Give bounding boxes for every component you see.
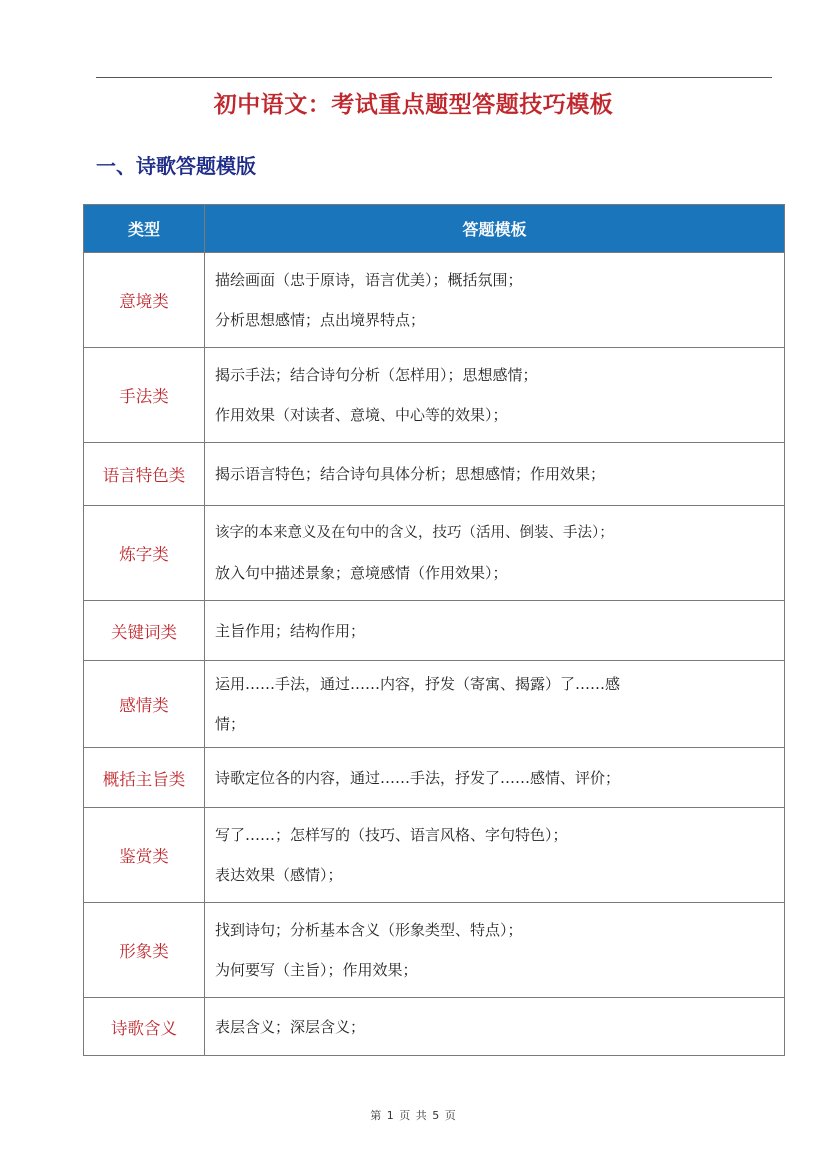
document-title: 初中语文：考试重点题型答题技巧模板 — [213, 91, 614, 118]
template-line: 诗歌定位各的内容，通过……手法，抒发了……感情、评价； — [215, 768, 621, 787]
template-line: 作用效果（对读者、意境、中心等的效果）； — [215, 406, 508, 424]
page-footer: 第 1 页 共 5 页 — [370, 1109, 457, 1122]
table-row — [84, 661, 785, 748]
row-type: 关键词类 — [84, 601, 205, 661]
row-template — [205, 253, 785, 348]
template-line: 该字的本来意义及在句中的含义，技巧（活用、倒装、手法）； — [215, 525, 614, 541]
template-line: 描绘画面（忠于原诗，语言优美）；概括氛围； — [215, 271, 523, 289]
table-row — [84, 506, 785, 601]
row-type: 鉴赏类 — [84, 808, 205, 903]
template-line: 揭示手法；结合诗句分析（怎样用）；思想感情； — [215, 366, 538, 384]
table-row — [84, 808, 785, 903]
row-template — [205, 601, 785, 661]
row-type: 语言特色类 — [84, 443, 205, 506]
template-line: 揭示语言特色；结合诗句具体分析；思想感情；作用效果； — [215, 465, 606, 483]
template-line: 放入句中描述景象；意境感情（作用效果）； — [215, 564, 508, 582]
table-row — [84, 903, 785, 998]
table-header-row — [84, 205, 785, 253]
header-template: 答题模板 — [205, 205, 785, 253]
table-row — [84, 253, 785, 348]
row-type: 形象类 — [84, 903, 205, 998]
template-line: 分析思想感情；点出境界特点； — [215, 311, 426, 329]
template-line: 写了……；怎样写的（技巧、语言风格、字句特色）； — [215, 826, 568, 844]
row-type: 手法类 — [84, 348, 205, 443]
table-row — [84, 998, 785, 1056]
row-template — [205, 443, 785, 506]
row-template — [205, 998, 785, 1056]
header-rule — [96, 77, 772, 78]
row-type: 概括主旨类 — [84, 748, 205, 808]
row-template — [205, 903, 785, 998]
template-line: 运用……手法，通过……内容，抒发（寄寓、揭露）了……感 — [215, 675, 621, 693]
table-row — [84, 748, 785, 808]
template-line: 表达效果（感情）； — [215, 866, 343, 884]
answer-template-table — [83, 204, 785, 1056]
table-row — [84, 601, 785, 661]
row-type: 意境类 — [84, 253, 205, 348]
row-template — [205, 661, 785, 748]
template-line: 找到诗句；分析基本含义（形象类型、特点）； — [215, 921, 523, 939]
row-template — [205, 348, 785, 443]
row-type: 炼字类 — [84, 506, 205, 601]
row-template — [205, 506, 785, 601]
template-line: 情； — [215, 715, 246, 733]
row-template — [205, 748, 785, 808]
template-line: 表层含义；深层含义； — [215, 1017, 366, 1036]
section-heading: 一、诗歌答题模版 — [96, 154, 256, 178]
row-type: 诗歌含义 — [84, 998, 205, 1056]
header-type: 类型 — [84, 205, 205, 253]
template-line: 主旨作用；结构作用； — [215, 621, 366, 640]
template-line: 为何要写（主旨）；作用效果； — [215, 961, 418, 979]
row-template — [205, 808, 785, 903]
table-row — [84, 348, 785, 443]
row-type: 感情类 — [84, 661, 205, 748]
table-row — [84, 443, 785, 506]
